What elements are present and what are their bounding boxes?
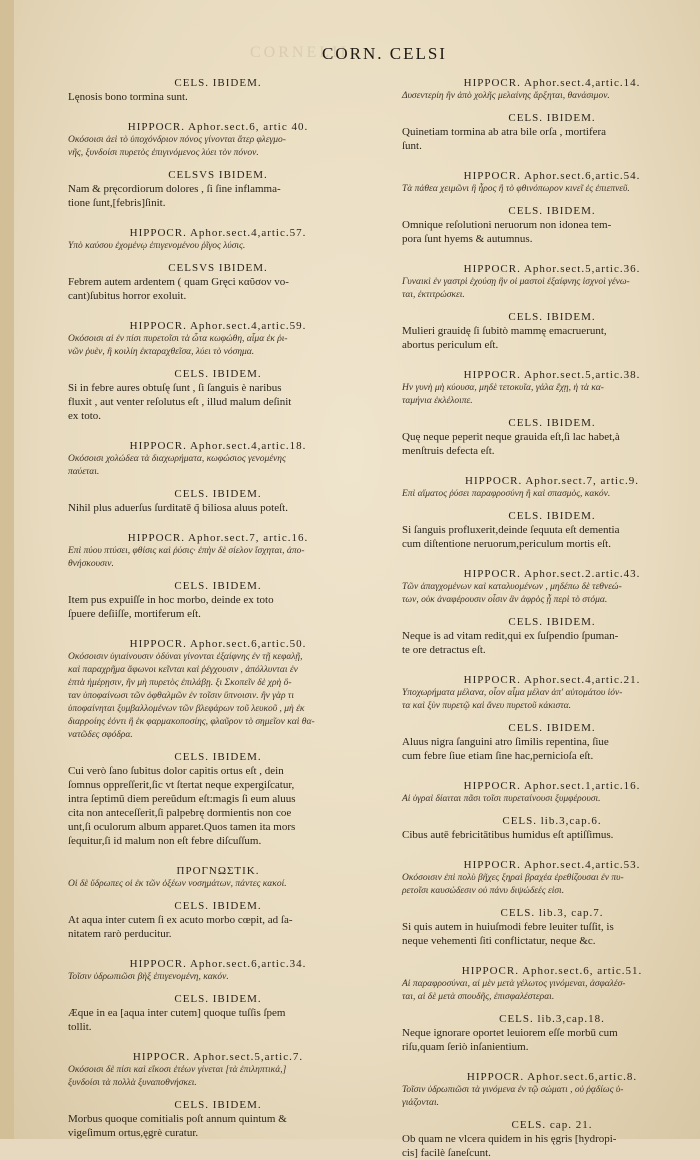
bleed-through-header: CORNELII [250,44,349,61]
latin-text-line: vigeſimum ortus,ęgrè curatur. [68,1127,199,1139]
greek-text-line: Οκόσοισιν ἐπὶ πολὺ βῆχες ξηραὶ βραχέα ἐρεθίζουσαι ἐν πυ- [402,873,624,883]
greek-text-line: ρετοῖσι καυσώδεσιν οὐ πάνυ διψώδεές εἰσι. [402,886,565,896]
latin-text-line: cum febre ſiue etiam ſine hac,pernicioſa eſt. [402,750,594,762]
spacer [402,153,700,161]
latin-text-line: tione ſunt,[febris]ſinit. [68,197,166,209]
section-heading: CELS. IBIDEM. [174,1099,262,1111]
greek-text-line: Τοῖσιν ὑδρωπιῶσι τὰ γινόμενα ἐν τῷ σώματι , οὐ ῥᾳδίως ὑ- [402,1085,624,1095]
greek-text-line: νῶν ῥυὲν, ἢ κοιλίη ἐκταραχθεῖσα, λύει τὸ νόσημα. [68,347,255,357]
latin-text-line: Cui verò ſano ſubitus dolor capitis ortus eſt , dein [68,765,284,777]
greek-text-line: Υποχωρήματα μέλανα, οἷον αἷμα μέλαν ἀπ' αὐτομάτου ἰόν- [402,688,623,698]
section-heading: HIPPOCR. Aphor.sect.4,artic.59. [129,320,307,332]
greek-text-line: Τὰ πάθεα χειμῶνι ἢ ἦρος ἢ τὸ φθινόπωρον κινεῖ ἐς ἐπιεπνεῦ. [402,184,630,194]
greek-text-line: Αἱ παραφροσύναι, αἱ μὲν μετὰ γέλωτος γινόμεναι, ἀσφαλέσ- [402,979,626,989]
greek-text-line: ὑποφαίνηται ξυμβαλλομένων τῶν βλεφάρων τοῦ λευκοῦ , μὴ ἐκ [68,704,305,714]
greek-text-line: διαρροίης ἐόντι ἢ ἐκ φαρμακοποσίης, φλαῦρον τὸ σημεῖον καὶ θα- [68,717,315,727]
latin-text-line: Neque ignorare oportet leuiorem eſſe morbū cum [402,1027,618,1039]
latin-text-line: cita non anteceſſerit,ſi palpebrę dormientis non coe [68,807,292,819]
spacer [402,948,700,956]
latin-text-line: tollit. [68,1021,92,1033]
section-heading: CELS. lib.3,cap.6. [502,815,602,827]
latin-text-line: At aqua inter cutem ſi ex acuto morbo cœpit, ad ſa- [68,914,293,926]
spacer [402,352,700,360]
section-heading: HIPPOCR. Aphor.sect.5,artic.7. [132,1051,304,1063]
spacer [68,941,368,949]
latin-text-line: Quę neque peperit neque grauida eſt,ſi lac habet,à [402,431,620,443]
section-heading: CELS. cap. 21. [511,1119,593,1131]
section-heading: HIPPOCR. Aphor.sect.4,artic.21. [463,674,641,686]
greek-text-line: Επὶ πύου πτύσει, φθίσις καὶ ῥύσις· ἐπὴν δὲ σίελον ἴσχηται, ἀπο- [68,546,305,556]
latin-text-line: Item pus expuiſſe in hoc morbo, deinde ex toto [68,594,274,606]
spacer [402,657,700,665]
latin-text-line: ſunt. [402,140,422,152]
greek-text-line: Τοῖσιν ὑδρωπιῶσι βὴξ ἐπιγενομένη, κακόν. [68,972,229,982]
latin-text-line: pora ſunt hyems & autumnus. [402,233,533,245]
section-heading: CELS. IBIDEM. [174,993,262,1005]
section-heading: CELS. IBIDEM. [508,722,596,734]
page-edge [0,0,14,1139]
greek-text-line: Υπὸ καύσου ἐχομένῳ ἐπιγενομένου ῥῖγος λύσις. [68,241,246,251]
section-heading: CELS. IBIDEM. [508,417,596,429]
latin-text-line: Morbus quoque comitialis poſt annum quintum & [68,1113,287,1125]
section-heading: HIPPOCR. Aphor.sect.2.artic.43. [463,568,641,580]
greek-text-line: Οἱ δὲ ὕδρωπες οἱ ἐκ τῶν ὀξέων νοσημάτων, πάντες κακοί. [68,879,287,889]
greek-text-line: παύεται. [68,467,100,477]
section-heading: CELS. IBIDEM. [508,112,596,124]
greek-text-line: ταν ὑποφαίνωσι τῶν ὀφθαλμῶν ἐν τοῖσιν ὕπνοισιν. ἢν γὰρ τι [68,691,294,701]
greek-text-line: ἑπτὰ ἡμέρῃσιν, ἢν μὴ πυρετὸς ἐπιλάβῃ. ξι Σκοπεῖν δὲ χρὴ ὅ- [68,678,292,688]
spacer [402,246,700,254]
section-heading: CELS. IBIDEM. [508,510,596,522]
section-heading: CELS. IBIDEM. [508,205,596,217]
section-heading: CELS. IBIDEM. [174,580,262,592]
spacer [68,515,368,523]
section-heading: HIPPOCR. Aphor.sect.6,artic.50. [129,638,307,650]
greek-text-line: Οκόσοισι δὲ πίσι καὶ εἴκοσι ἐτέων γίνεται [τὰ ἐπιληπτικά,] [68,1065,287,1075]
latin-text-line: Æque in ea [aqua inter cutem] quoque tuſſis ſpem [68,1007,286,1019]
latin-text-line: te ore detractus eſt. [402,644,486,656]
greek-text-line: ξυνδοίσι τὰ πολλὰ ξυναποθνήσκει. [68,1078,197,1088]
latin-text-line: ſomnus oppreſſerit,ſic vt ſtertat neque expergiſcatur, [68,779,295,791]
section-heading: HIPPOCR. Aphor.sect.6,artic.8. [466,1071,638,1083]
greek-text-line: Δυσεντερίη ἢν ἀπὸ χολῆς μελαίνης ἄρξηται, θανάσιμον. [402,91,610,101]
latin-text-line: Nihil plus aduerſus ſurditatē q̃ biliosa aluus poteſt. [68,502,288,514]
greek-text-line: νῆς, ξυνδοίσι πυρετὸς ἐπιγινόμενος λύει τὸν πόνον. [68,148,259,158]
section-heading: CELS. IBIDEM. [508,311,596,323]
latin-text-line: cis] facilè ſaneſcunt. [402,1147,491,1159]
spacer [68,1034,368,1042]
greek-text-line: Οκόσοισι αἱ ἐν πίσι πυρετοῖσι τὰ ὦτα κωφώθη, αἷμα ἐκ ῥι- [68,334,288,344]
running-header: CORN. CELSI [322,44,447,63]
greek-text-line: νατῶδες σφόδρα. [68,730,133,740]
section-heading: HIPPOCR. Aphor.sect.5,artic.36. [463,263,641,275]
spacer [402,842,700,850]
greek-text-line: Επὶ αἵματος ῥύσει παραφροσύνη ἢ καὶ σπασμὸς, κακόν. [402,489,611,499]
latin-text-line: Febrem autem ardentem ( quam Gręci καῦσον vo- [68,276,289,288]
greek-text-line: των, οὐκ ἀναφέρουσιν οἷσιν ἂν ἀφρὸς ᾖ περὶ τὸ στόμα. [402,595,608,605]
section-heading: CELS. IBIDEM. [174,77,262,89]
section-heading: CELS. lib.3,cap.18. [499,1013,605,1025]
section-heading: CELS. IBIDEM. [174,900,262,912]
section-heading: CELS. IBIDEM. [174,488,262,500]
spacer [68,210,368,218]
latin-text-line: abortus periculum eſt. [402,339,499,351]
greek-text-line: ται, ἐκτιτρώσκει. [402,290,465,300]
section-heading: HIPPOCR. Aphor.sect.6,artic.54. [463,170,641,182]
latin-text-line: nitatem rarò perducitur. [68,928,172,940]
section-heading: HIPPOCR. Aphor.sect.7, artic.16. [127,532,309,544]
spacer [68,848,368,856]
latin-text-line: ex toto. [68,410,101,422]
greek-text-line: καὶ παραχρῆμα ἄφωνοι κεῖνται καὶ ῥέγχουσιν , ἀπόλλυνται ἐν [68,665,298,675]
section-heading: CELS. IBIDEM. [174,751,262,763]
section-heading: CELS. IBIDEM. [174,368,262,380]
latin-text-line: Cibus autē febricitātibus humidus eſt aptiſſimus. [402,829,614,841]
section-heading: HIPPOCR. Aphor.sect.4,artic.57. [129,227,307,239]
section-heading: HIPPOCR. Aphor.sect.7, artic.9. [465,475,639,487]
greek-text-line: θνήσκουσιν. [68,559,114,569]
left-column [68,68,368,1140]
spacer [68,621,368,629]
spacer [402,763,700,771]
spacer [402,551,700,559]
latin-text-line: Ob quam ne vlcera quidem in his ęgris [hydropi- [402,1133,617,1145]
section-heading: CELSVS IBIDEM. [168,262,268,274]
spacer [402,458,700,466]
section-heading: HIPPOCR. Aphor.sect.6,artic.34. [129,958,307,970]
greek-text-line: Αἱ ὑγραὶ δίαιται πᾶσι τοῖσι πυρεταίνουσι ξυμφέρουσι. [402,794,601,804]
latin-text-line: Aluus nigra ſanguini atro ſimilis repentina, ſiue [402,736,609,748]
greek-text-line: ταμήνια ἐκλέλοιπε. [402,396,473,406]
latin-text-line: unt,ſi oculorum album apparet.Quos tamen ita mors [68,821,296,833]
section-heading: CELS. IBIDEM. [508,616,596,628]
latin-text-line: neque vehementi ſiti conflictatur, neque &c. [402,935,596,947]
greek-text-line: Γυναικὶ ἐν γαστρὶ ἐχούσῃ ἢν οἱ μαστοὶ ἐξαίφνης ἰσχνοὶ γένω- [402,277,630,287]
section-heading: HIPPOCR. Aphor.sect.1,artic.16. [463,780,641,792]
greek-text-line: Οκόσοισι χολώδεα τὰ διαχωρήματα, κωφώσιος γενομένης [68,454,286,464]
section-heading: CELSVS IBIDEM. [168,169,268,181]
spacer [68,104,368,112]
spacer [402,1054,700,1062]
latin-text-line: menſtruis defecta eſt. [402,445,495,457]
greek-text-line: ται, αἱ δὲ μετὰ σπουδῆς, ἐπισφαλέστεραι. [402,992,555,1002]
section-heading: HIPPOCR. Aphor.sect.6, artic.51. [461,965,643,977]
greek-text-line: Οκόσοισιν ὑγιαίνουσιν ὀδύναι γίνονται ἐξαίφνης ἐν τῇ κεφαλῇ, [68,652,303,662]
latin-text-line: ſequitur,ſi id malum non eſt febre diſcuſſum. [68,835,262,847]
latin-text-line: Si quis autem in huiuſmodi febre leuiter tuſſit, is [402,921,614,933]
spacer [68,423,368,431]
latin-text-line: Mulieri grauidę ſi ſubitò mammę emacruerunt, [402,325,607,337]
section-heading: HIPPOCR. Aphor.sect.6, artic 40. [127,121,309,133]
section-heading: HIPPOCR. Aphor.sect.5,artic.38. [463,369,641,381]
latin-text-line: Nam & pręcordiorum dolores , ſi ſine inflamma- [68,183,281,195]
greek-text-line: Οκόσοισι ἀεὶ τὸ ὑποχόνδριον πόνος γίνονται ἄτερ φλεγμο- [68,135,286,145]
greek-text-line: γιάζονται. [402,1098,440,1108]
latin-text-line: Si in febre aures obtuſę ſunt , ſi ſanguis è naribus [68,382,282,394]
greek-text-line: Ην γυνὴ μὴ κύουσα, μηδὲ τετοκυῖα, γάλα ἔχῃ, ἡ τὰ κα- [402,383,604,393]
latin-text-line: cant)ſubitus horror exoluit. [68,290,187,302]
latin-text-line: Si ſanguis profluxerit,deinde ſequuta eſt dementia [402,524,620,536]
latin-text-line: Omnique reſolutioni neruorum non idonea tem- [402,219,612,231]
latin-text-line: cum diſtentione neruorum,periculum mortis eſt. [402,538,611,550]
right-column [402,68,700,1160]
greek-text-line: Τῶν ἀπαγχομένων καὶ καταλυομένων , μηδέπω δὲ τεθνεώ- [402,582,622,592]
latin-text-line: Lęnosis bono tormina sunt. [68,91,188,103]
section-heading: HIPPOCR. Aphor.sect.4,artic.14. [463,77,641,89]
section-heading: ΠΡΟΓΝΩΣΤΙΚ. [176,865,260,877]
latin-text-line: Neque is ad vitam redit,qui ex ſuſpendio ſpuman- [402,630,619,642]
spacer [68,303,368,311]
section-heading: CELS. lib.3, cap.7. [500,907,604,919]
latin-text-line: fluxit , aut venter reſolutus eſt , illud malum deſinit [68,396,292,408]
latin-text-line: riſu,quam ſeriò inſanientium. [402,1041,529,1053]
latin-text-line: Quinetiam tormina ab atra bile orſa , mortifera [402,126,607,138]
greek-text-line: τα καὶ ξὺν πυρετῷ καὶ ἄνευ πυρετοῦ κάκιστα. [402,701,571,711]
section-heading: HIPPOCR. Aphor.sect.4,artic.18. [129,440,307,452]
latin-text-line: ſpuere deſiiſſe, mortiferum eſt. [68,608,201,620]
latin-text-line: intra ſeptimũ diem pereũdum eſt:magis ſi eum aluus [68,793,296,805]
section-heading: HIPPOCR. Aphor.sect.4,artic.53. [463,859,641,871]
